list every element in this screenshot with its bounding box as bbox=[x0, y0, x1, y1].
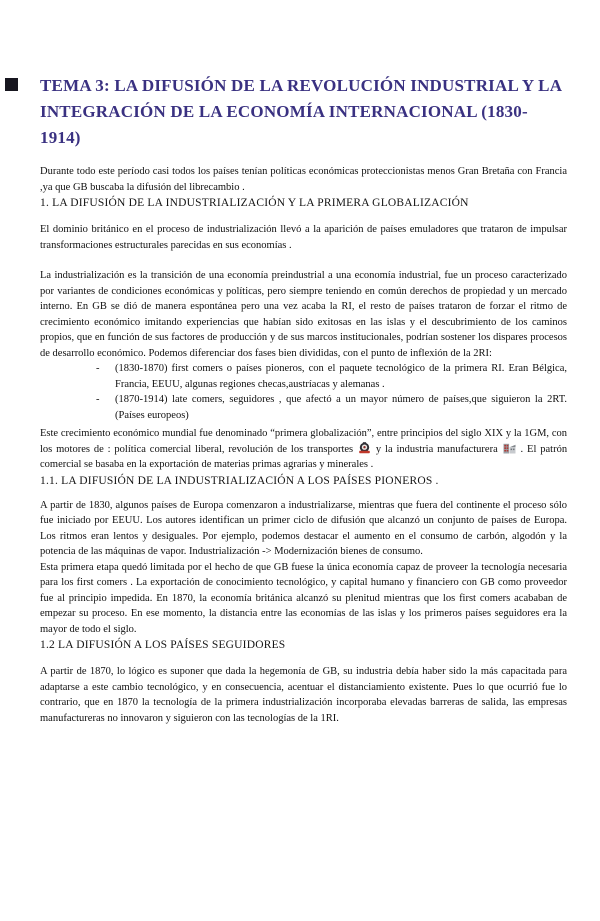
paragraph-globalization bbox=[40, 426, 567, 473]
document-title-line1: TEMA 3: LA DIFUSIÓN DE LA REVOLUCIÓN INDUSTRIAL Y LA bbox=[40, 76, 563, 95]
document-title bbox=[40, 73, 567, 151]
phase-list bbox=[40, 361, 567, 423]
corner-mark bbox=[5, 78, 18, 91]
globalization-text-before: Este crecimiento económico mundial fue denominado “primera globalización”, entre principios del siglo XIX y la 1GM, con los motores de : política comercial liberal, revolución de los transportes bbox=[40, 428, 567, 455]
paragraph-first-cycle: A partir de 1830, algunos países de Europa comenzaron a industrializarse, mientras que fuera del continente el proceso sólo fue iniciado por EEUU. Los autores identifican un primer ciclo de difusión que alcanzó un conjunto de países de Europa. Los ritmos eran lentos y desiguales. Por ejemplo, podemos destacar el aumento en el consumo de carbón, algodón y la potencia de las máquinas de vapor. Industrialización -> Modernización bienes de consumo. bbox=[40, 499, 567, 557]
list-item-first-comers bbox=[40, 361, 567, 392]
document-page bbox=[0, 73, 600, 921]
list-item-late-comers bbox=[40, 392, 567, 423]
factory-emoji bbox=[503, 442, 516, 454]
list-item-text: (1830-1870) first comers o países pioneros, con el paquete tecnológico de la primera RI. Eran Bélgica, Francia, EEUU, algunas regiones checas,austríacas y alemanas . bbox=[115, 363, 567, 390]
paragraph-industrialization: La industrialización es la transición de una economía preindustrial a una economía industrial, fue un proceso caracterizado por variantes de condiciones económicas y políticas, pero siempre teniendo en común derechos de propiedad y un mercado interno. En GB se dió de manera espontánea pero una vez acaba la RI, el resto de países trataron de forzar el ritmo de crecimiento económico imitando experiencias que habían sido exitosas en las islas y el descubrimiento de los caminos propios, que en función de sus factores de producción y de sus marcos institucionales, podrían sostener los dispares procesos de desarrollo económico. Podemos diferenciar dos fases bien divididas, con el punto de inflexión de la 2RI: bbox=[40, 270, 567, 359]
globalization-text-middle: y la industria manufacturera bbox=[375, 443, 498, 455]
locomotive-emoji bbox=[358, 442, 371, 454]
paragraph-intro: Durante todo este período casi todos los países tenían políticas económicas proteccionistas menos Gran Bretaña con Francia ,ya que GB buscaba la difusión del librecambio . bbox=[40, 166, 567, 193]
paragraph-first-stage: Esta primera etapa quedó limitada por el hecho de que GB fuese la única economía capaz de proveer la tecnología necesaria para los first comers . La exportación de conocimiento tecnológico, y capital humano y financiero con GB como proveedor fue al principio impedida. En 1870, la economía británica alcanzó su plenitud mientras que los first comers acababan de empezar su proceso. En ese momento, la distancia entre las economías de las islas y los primeros países seguidores era la mayor de todo el siglo. bbox=[40, 561, 567, 635]
paragraph-british-dominance: El dominio británico en el proceso de industrialización llevó a la aparición de países emuladores que trataron de impulsar transformaciones estructurales parecidas en sus economías . bbox=[40, 224, 567, 251]
list-item-text: (1870-1914) late comers, seguidores , que afectó a un mayor número de países,que siguieron la 2RT. (Países europeos) bbox=[115, 394, 567, 421]
paragraph-followers: A partir de 1870, lo lógico es suponer que dada la hegemonía de GB, su industria debía haber sido la más capacitada para adaptarse a este cambio tecnológico, y en consecuencia, acentuar el distanciamiento existente. Pues lo que ocurrió fue lo contrario, que en 1870 la tecnología de la primera industrialización incorporaba elevadas barreras de salida, las empresas manufactureras no innovaron y siguieron con las tecnologías de la 1RI. bbox=[40, 666, 567, 724]
document-title-line2: INTEGRACIÓN DE LA ECONOMÍA INTERNACIONAL (1830-1914) bbox=[40, 102, 528, 147]
section-1-heading: 1. LA DIFUSIÓN DE LA INDUSTRIALIZACIÓN Y LA PRIMERA GLOBALIZACIÓN bbox=[40, 197, 469, 209]
section-1-2-heading: 1.2 LA DIFUSIÓN A LOS PAÍSES SEGUIDORES bbox=[40, 639, 286, 651]
globalization-text-after: . El patrón comercial se basaba en la exportación de materias primas agrarias y minerales . bbox=[40, 443, 568, 470]
section-1-1-heading: 1.1. LA DIFUSIÓN DE LA INDUSTRIALIZACIÓN A LOS PAÍSES PIONEROS . bbox=[40, 474, 439, 487]
